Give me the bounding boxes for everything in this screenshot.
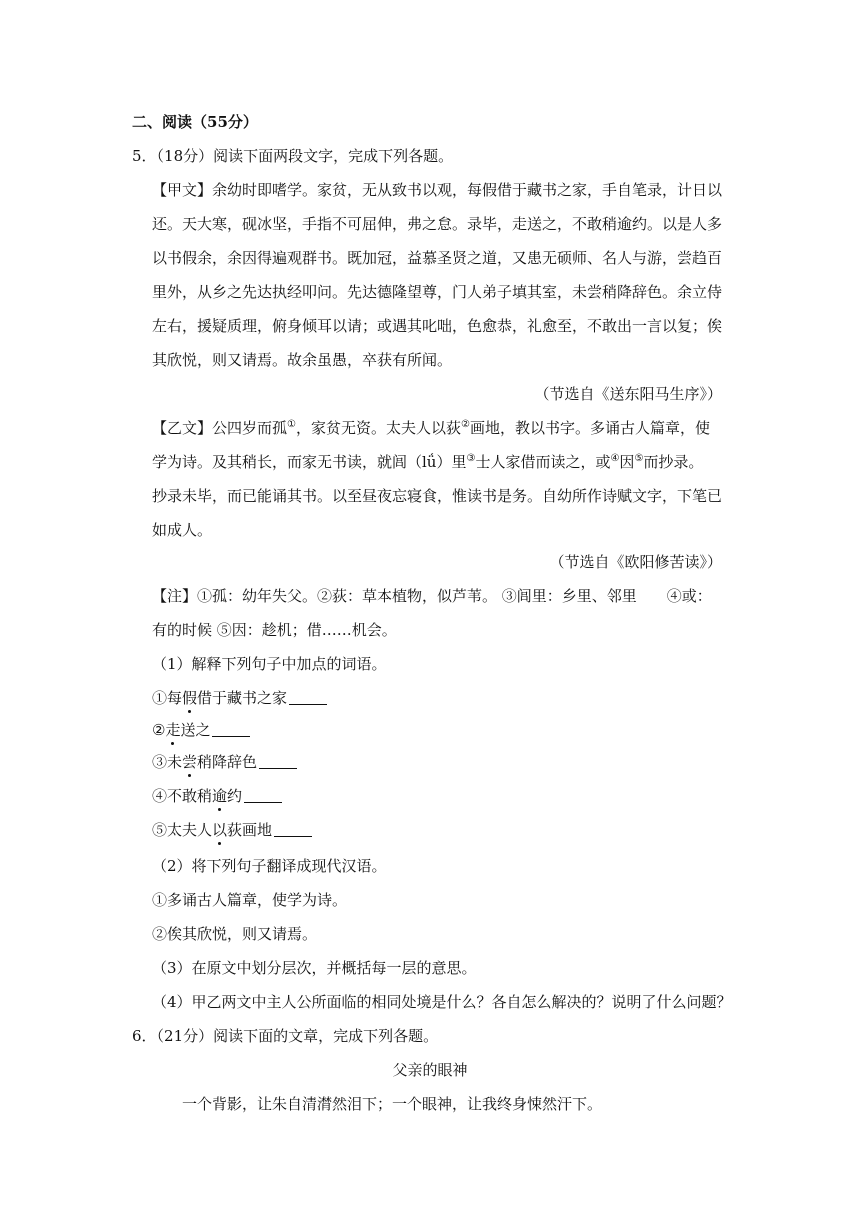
footnote-marker-5: ⑤ bbox=[634, 453, 644, 464]
yi-line-2: 学为诗。及其稍长，而家无书读，就闾（lǘ）里③士人家借而读之，或④因⑤而抄录。 bbox=[152, 453, 704, 471]
jia-line-4: 里外，从乡之先达执经叩问。先达德隆望尊，门人弟子填其室，未尝稍降辞色。余立侍 bbox=[152, 283, 723, 301]
answer-blank[interactable] bbox=[212, 722, 250, 737]
footnote-marker-3: ③ bbox=[466, 453, 476, 464]
jia-source: （节选自《送东阳马生序》） bbox=[534, 385, 722, 403]
answer-blank[interactable] bbox=[244, 788, 282, 803]
sub-question-2-title: （2）将下列句子翻译成现代汉语。 bbox=[152, 857, 387, 875]
emphasized-char: 走 bbox=[165, 721, 181, 739]
yi-line-1: 【乙文】公四岁而孤①，家贫无资。太夫人以荻②画地，教以书字。多诵古人篇章，使 bbox=[152, 419, 710, 437]
article-title: 父亲的眼神 bbox=[392, 1061, 468, 1079]
notes-line-1: 【注】①孤：幼年失父。②荻：草本植物，似芦苇。 ③闾里：乡里、邻里 ④或： bbox=[152, 587, 712, 605]
jia-line-2: 还。天大寒，砚冰坚，手指不可屈伸，弗之怠。录毕，走送之，不敢稍逾约。以是人多 bbox=[152, 215, 723, 233]
vocab-item-4: ④不敢稍逾约 bbox=[152, 786, 282, 806]
emphasized-char: 假 bbox=[182, 689, 198, 707]
sub-question-4: （4）甲乙两文中主人公所面临的相同处境是什么？各自怎么解决的？说明了什么问题？ bbox=[152, 993, 732, 1011]
answer-blank[interactable] bbox=[289, 690, 327, 705]
jia-line-6: 其欣悦，则又请焉。故余虽愚，卒获有所闻。 bbox=[152, 351, 453, 369]
emphasized-char: 逾 bbox=[212, 787, 228, 805]
jia-line-3: 以书假余，余因得遍观群书。既加冠，益慕圣贤之道，又患无硕师、名人与游，尝趋百 bbox=[152, 249, 723, 267]
sub-question-3: （3）在原文中划分层次，并概括每一层的意思。 bbox=[152, 959, 477, 977]
sub-question-1-title: （1）解释下列句子中加点的词语。 bbox=[152, 655, 387, 673]
question-5-heading: 5．（18分）阅读下面两段文字，完成下列各题。 bbox=[132, 147, 454, 165]
vocab-item-1: ①每假借于藏书之家 bbox=[152, 688, 327, 708]
article-paragraph-1: 一个背影，让朱自清潸然泪下；一个眼神，让我终身悚然汗下。 bbox=[182, 1095, 603, 1113]
footnote-marker-2: ② bbox=[461, 419, 470, 430]
yi-line-3: 抄录未毕，而已能诵其书。以至昼夜忘寝食，惟读书是务。自幼所作诗赋文字，下笔已 bbox=[152, 487, 723, 505]
footnote-marker-4: ④ bbox=[610, 453, 620, 464]
yi-source: （节选自《欧阳修苦读》） bbox=[549, 553, 722, 571]
translate-sentence-1: ①多诵古人篇章，使学为诗。 bbox=[152, 891, 348, 909]
notes-line-2: 有的时候 ⑤因：趁机；借……机会。 bbox=[152, 621, 397, 639]
answer-blank[interactable] bbox=[274, 822, 312, 837]
jia-line-5: 左右，援疑质理，俯身倾耳以请；或遇其叱咄，色愈恭，礼愈至，不敢出一言以复；俟 bbox=[152, 317, 723, 335]
emphasized-char: 尝 bbox=[182, 753, 198, 771]
yi-line-4: 如成人。 bbox=[152, 521, 213, 539]
section-title: 二、阅读（55分） bbox=[132, 113, 258, 131]
question-6-heading: 6．（21分）阅读下面的文章，完成下列各题。 bbox=[132, 1027, 439, 1045]
emphasized-char: 以 bbox=[212, 821, 228, 839]
vocab-item-2: ②走送之 bbox=[152, 720, 250, 740]
jia-line-1: 【甲文】余幼时即嗜学。家贫，无从致书以观，每假借于藏书之家，手自笔录，计日以 bbox=[152, 181, 723, 199]
footnote-marker-1: ① bbox=[287, 419, 296, 430]
translate-sentence-2: ②俟其欣悦，则又请焉。 bbox=[152, 925, 318, 943]
vocab-item-3: ③未尝稍降辞色 bbox=[152, 752, 297, 772]
vocab-item-5: ⑤太夫人以荻画地 bbox=[152, 820, 312, 840]
answer-blank[interactable] bbox=[259, 754, 297, 769]
